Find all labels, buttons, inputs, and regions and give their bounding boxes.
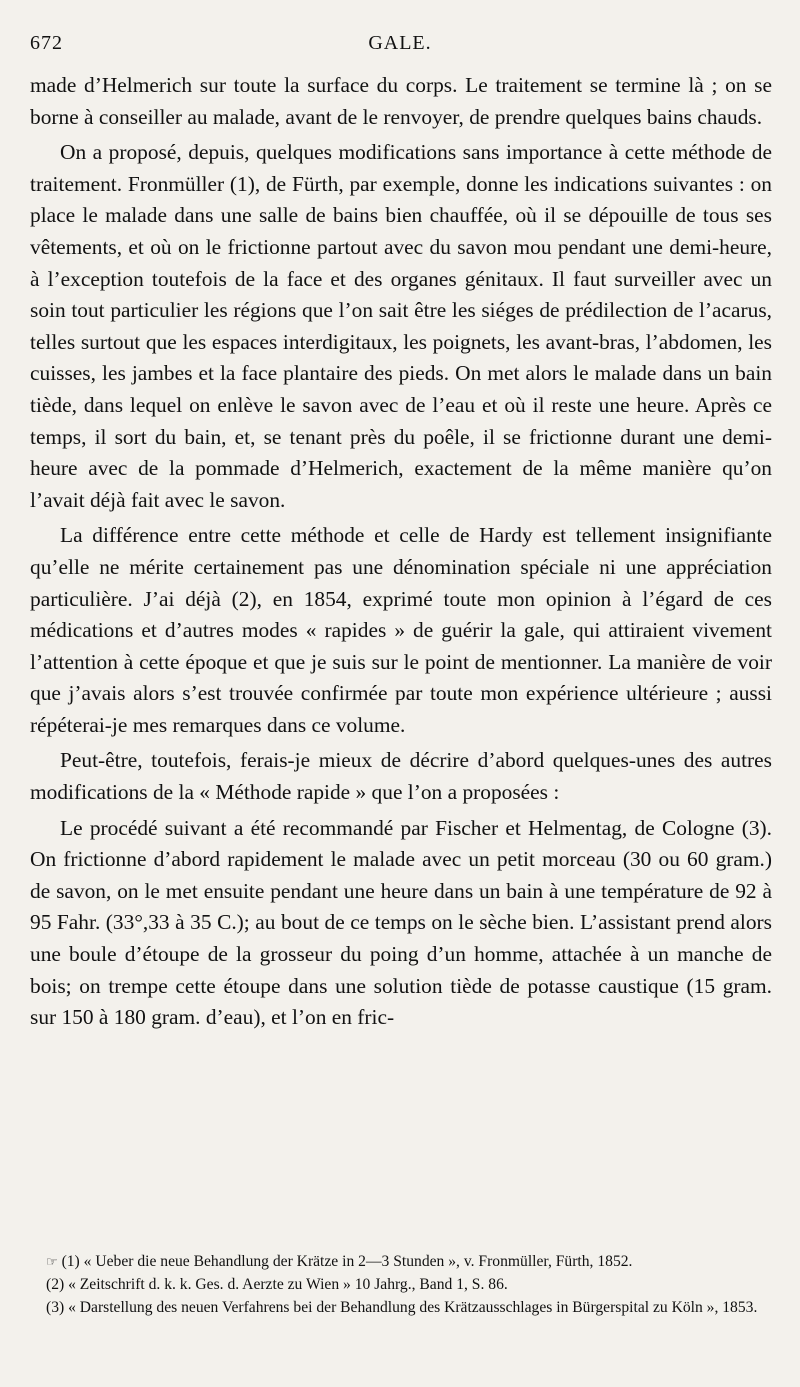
paragraph: Peut-être, toutefois, ferais-je mieux de décrire d’abord quelques-unes des autres modifications de la « Méthode rapide » que l’on a proposées : xyxy=(30,748,772,805)
paragraph: La différence entre cette méthode et celle de Hardy est tellement insignifiante qu’elle ne mérite certainement pas une dénomination spéciale ni une appréciation particulière. J’ai déjà (2), en 1854, exprimé toute mon opinion à l’égard de ces médications et d’autres modes « rapides » de guérir la gale, qui attiraient vivement l’attention à cette époque et que je suis sur le point de mentionner. La manière de voir que j’avais alors s’est trouvée confirmée par toute mon expérience ultérieure ; aussi répéterai-je mes remarques dans ce volume. xyxy=(30,523,772,737)
page-header xyxy=(30,32,770,60)
body-text xyxy=(30,70,772,1034)
paragraph: On a proposé, depuis, quelques modifications sans importance à cette méthode de traitement. Fronmüller (1), de Fürth, par exemple, donne les indications suivantes : on place le malade dans une salle de bains bien chauffée, où il se dépouille de tous ses vêtements, et où on le frictionne partout avec du savon mou pendant une demi-heure, à l’exception toutefois de la face et des organes génitaux. Il faut surveiller avec un soin tout particulier les régions que l’on sait être les siéges de prédilection de l’acarus, telles surtout que les espaces interdigitaux, les poignets, les avant-bras, l’abdomen, les cuisses, les jambes et la face plantaire des pieds. On met alors le malade dans un bain tiède, dans lequel on enlève le savon avec de l’eau et où il reste une heure. Après ce temps, il sort du bain, et, se tenant près du poêle, il se frictionne durant une demi-heure avec de la pommade d’Helmerich, exactement de la même manière qu’on l’avait déjà fait avec le savon. xyxy=(30,140,772,512)
footnote-text: (3) « Darstellung des neuen Verfahrens bei der Behandlung des Krätzausschlages in Bürgerspital zu Köln », 1853. xyxy=(46,1299,758,1316)
footnote xyxy=(30,1273,772,1296)
footnotes xyxy=(30,1250,772,1319)
footnote-text: (1) « Ueber die neue Behandlung der Krätze in 2—3 Stunden », v. Fronmüller, Fürth, 1852. xyxy=(61,1253,633,1270)
paragraph: made d’Helmerich sur toute la surface du corps. Le traitement se termine là ; on se borne à conseiller au malade, avant de le renvoyer, de prendre quelques bains chauds. xyxy=(30,73,772,129)
footnote xyxy=(30,1296,772,1319)
footnote-text: (2) « Zeitschrift d. k. k. Ges. d. Aerzte zu Wien » 10 Jahrg., Band 1, S. 86. xyxy=(46,1276,508,1293)
page-number: 672 xyxy=(30,32,63,54)
pointing-hand-icon: ☞ xyxy=(46,1254,58,1269)
footnote xyxy=(30,1250,772,1273)
paragraph: Le procédé suivant a été recommandé par Fischer et Helmentag, de Cologne (3). On frictionne d’abord rapidement le malade avec un petit morceau (30 ou 60 gram.) de savon, on le met ensuite pendant une heure dans un bain à une température de 92 à 95 Fahr. (33°,33 à 35 C.); au bout de ce temps on le sèche bien. L’assistant prend alors une boule d’étoupe de la grosseur du poing d’un homme, attachée à un manche de bois; on trempe cette étoupe dans une solution tiède de potasse caustique (15 gram. sur 150 à 180 gram. d’eau), et l’on en fric- xyxy=(30,815,772,1030)
running-head: GALE. xyxy=(368,32,432,54)
